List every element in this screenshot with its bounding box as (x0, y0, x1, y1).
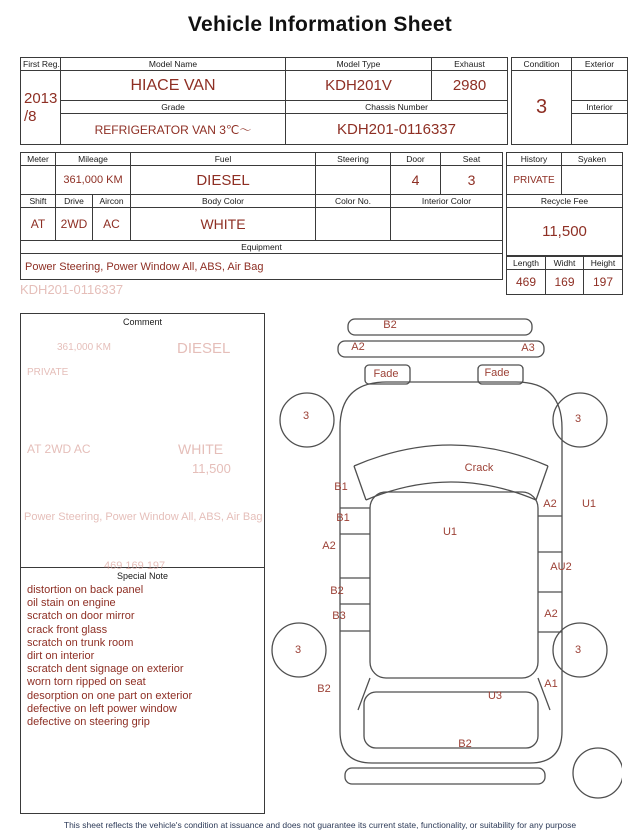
dimensions-table (506, 256, 623, 295)
width-value: 169 (546, 270, 584, 295)
syaken-value (562, 166, 623, 195)
recycle-fee-label: Recycle Fee (507, 195, 623, 208)
drive-value: 2WD (56, 208, 93, 241)
special-note-item: worn torn ripped on seat (27, 676, 146, 689)
steering-label: Steering (316, 153, 391, 166)
spec-table-group (20, 152, 623, 295)
right-spec-column (506, 152, 623, 295)
diagram-label: A1 (544, 678, 558, 690)
interior-label: Interior (572, 101, 628, 114)
mileage-value: 361,000 KM (56, 166, 131, 195)
diagram-label: Crack (464, 462, 494, 474)
spec-table (20, 152, 503, 280)
vehicle-id-table (20, 57, 508, 145)
special-note-item: distortion on back panel (27, 584, 144, 596)
rear-door-shape (364, 692, 538, 748)
equipment-label: Equipment (21, 241, 503, 254)
diagram-label: B2 (330, 585, 344, 597)
first-reg-label: First Reg. (21, 58, 61, 71)
width-label: Widht (546, 257, 584, 270)
model-type-value: KDH201V (286, 71, 432, 101)
diagram-label: A2 (351, 341, 365, 353)
color-no-value (316, 208, 391, 241)
first-reg-year: 2013 (24, 89, 58, 107)
special-note-item: scratch on door mirror (27, 610, 135, 623)
footer-disclaimer: This sheet reflects the vehicle's condition at issuance and does not guarantee its current state, functionality, or suitability for any purpose (63, 820, 577, 830)
special-note-section (21, 567, 264, 729)
exhaust-value: 2980 (432, 71, 508, 101)
diagram-label: B1 (334, 481, 348, 493)
diagram-label: 3 (574, 413, 582, 425)
diagram-label: B2 (458, 738, 472, 750)
front-bumper-shape (348, 319, 532, 335)
diagram-label: Fade (373, 368, 399, 380)
interior-color-label: Interior Color (391, 195, 503, 208)
top-table-group (20, 57, 628, 145)
body-color-value: WHITE (131, 208, 316, 241)
diagram-label: AU2 (550, 561, 572, 573)
diagram-label: U1 (581, 498, 597, 510)
special-note-item: scratch on trunk room (27, 636, 134, 649)
special-note-item: dirt on interior (27, 650, 95, 663)
chassis-number-label: Chassis Number (286, 101, 508, 114)
ghost-text: PRIVATE (27, 367, 69, 378)
page-title: Vehicle Information Sheet (187, 13, 453, 36)
ghost-text: 11,500 (192, 461, 231, 476)
ghost-text: WHITE (178, 441, 224, 457)
ghost-text: KDH201-0116337 (20, 282, 124, 297)
ghost-text: DIESEL (177, 340, 231, 357)
syaken-label: Syaken (562, 153, 623, 166)
special-note-item: desorption on one part on exterior (27, 689, 193, 702)
history-fee-table (506, 152, 623, 256)
fuel-label: Fuel (131, 153, 316, 166)
diagram-label: U3 (487, 690, 503, 702)
meter-value (21, 166, 56, 195)
meter-label: Meter (21, 153, 56, 166)
steering-value (316, 166, 391, 195)
car-body-outline (340, 382, 562, 763)
ghost-text: 361,000 KM (57, 342, 111, 353)
diagram-label: A2 (544, 608, 558, 620)
diagram-label: Fade (484, 367, 510, 379)
ghost-text: 469 169 197 (104, 560, 166, 572)
special-note-label: Special Note (116, 571, 169, 581)
mileage-label: Mileage (56, 153, 131, 166)
special-note-item: scratch dent signage on exterior (27, 663, 184, 676)
diagram-label: A3 (521, 342, 535, 354)
shift-label: Shift (21, 195, 56, 208)
condition-label: Condition (512, 58, 572, 71)
ghost-text: AT 2WD AC (27, 442, 91, 456)
exterior-label: Exterior (572, 58, 628, 71)
equipment-value: Power Steering, Power Window All, ABS, Air Bag (21, 254, 503, 280)
model-type-label: Model Type (286, 58, 432, 71)
diagram-label: 3 (294, 644, 302, 656)
car-damage-diagram (268, 316, 622, 808)
diagram-label: B2 (383, 319, 397, 331)
special-note-item: defective on left power window (27, 702, 177, 715)
color-no-label: Color No. (316, 195, 391, 208)
condition-value: 3 (512, 71, 572, 145)
front-roof-bar-shape (338, 341, 544, 357)
history-label: History (507, 153, 562, 166)
special-note-item: defective on steering grip (27, 716, 150, 729)
special-note-item: oil stain on engine (27, 597, 116, 610)
grade-value: REFRIGERATOR VAN 3℃～ (61, 114, 286, 145)
diagram-label: 3 (574, 644, 582, 656)
seat-label: Seat (441, 153, 503, 166)
length-value: 469 (507, 270, 546, 295)
drive-label: Drive (56, 195, 93, 208)
windshield-top-arc (354, 445, 548, 466)
special-note-list (21, 581, 264, 729)
seat-value: 3 (441, 166, 503, 195)
ghost-text: Power Steering, Power Window All, ABS, Air Bag (24, 511, 263, 523)
interior-value (572, 114, 628, 145)
grade-label: Grade (61, 101, 286, 114)
door-label: Door (391, 153, 441, 166)
exterior-value (572, 71, 628, 101)
fuel-value: DIESEL (131, 166, 316, 195)
aircon-label: Aircon (93, 195, 131, 208)
interior-color-value (391, 208, 503, 241)
condition-table (511, 57, 628, 145)
chassis-number-value: KDH201-0116337 (286, 114, 508, 145)
comment-label: Comment (122, 317, 162, 327)
first-reg-value (21, 71, 61, 145)
rear-bumper-shape (345, 768, 545, 784)
exhaust-label: Exhaust (432, 58, 508, 71)
diagram-label: B1 (336, 512, 350, 524)
shift-value: AT (21, 208, 56, 241)
aircon-value: AC (93, 208, 131, 241)
first-reg-month: /8 (24, 107, 37, 125)
diagram-label: B3 (332, 610, 346, 622)
diagram-label: A2 (543, 498, 557, 510)
cabin-roof-shape (370, 492, 538, 678)
diagram-label: U1 (442, 526, 458, 538)
body-color-label: Body Color (131, 195, 316, 208)
height-label: Height (584, 257, 623, 270)
door-value: 4 (391, 166, 441, 195)
diagram-label: 3 (302, 410, 310, 422)
diagram-label: A2 (322, 540, 336, 552)
history-value: PRIVATE (507, 166, 562, 195)
special-note-item: crack front glass (27, 623, 108, 636)
spare-wheel (573, 748, 622, 798)
diagram-label: B2 (317, 683, 331, 695)
recycle-fee-value: 11,500 (507, 208, 623, 256)
model-name-value: HIACE VAN (61, 71, 286, 101)
model-name-label: Model Name (61, 58, 286, 71)
windshield-bottom-arc (366, 482, 536, 500)
height-value: 197 (584, 270, 623, 295)
length-label: Length (507, 257, 546, 270)
